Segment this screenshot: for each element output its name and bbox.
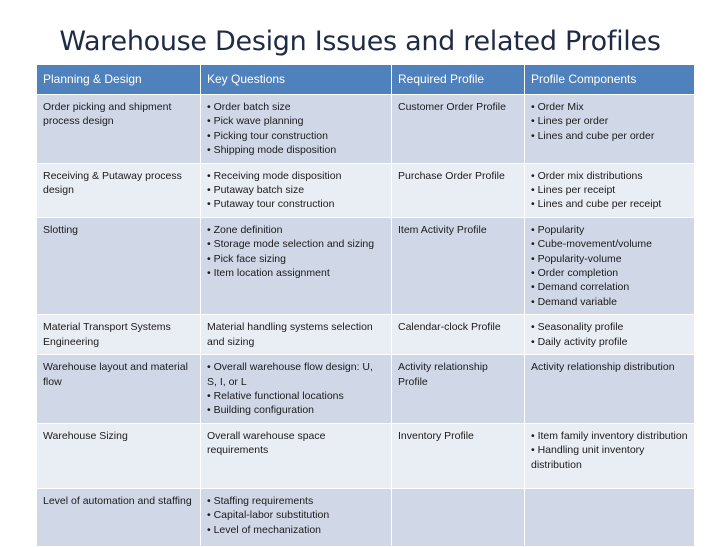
planning-design-cell: Receiving & Putaway process design: [37, 163, 201, 217]
key-questions-cell-line: Material handling systems selection and sizing: [207, 321, 373, 348]
key-questions-cell-line: • Overall warehouse flow design: U, S, I, or L: [207, 361, 373, 388]
key-questions-cell: [201, 95, 392, 164]
table-row: [37, 217, 695, 314]
planning-design-cell: Warehouse Sizing: [37, 423, 201, 488]
key-questions-cell: [201, 355, 392, 424]
key-questions-cell: [201, 315, 392, 355]
key-questions-cell-line: • Staffing requirements: [207, 494, 314, 507]
profile-components-cell-line: • Order mix distributions: [531, 169, 643, 182]
profile-components-cell-line: • Popularity: [531, 223, 585, 236]
key-questions-cell-line: • Pick face sizing: [207, 252, 286, 265]
profile-components-cell-line: • Demand variable: [531, 295, 617, 308]
profile-components-cell: [525, 488, 695, 546]
table-row: [37, 95, 695, 164]
key-questions-cell-line: • Building configuration: [207, 404, 314, 417]
profile-components-cell-line: • Handling unit inventory distribution: [531, 444, 645, 471]
profile-components-cell: [525, 95, 695, 164]
profile-components-cell-line: • Item family inventory distribution: [531, 429, 688, 442]
key-questions-cell-line: • Capital-labor substitution: [207, 509, 330, 522]
profile-components-cell-line: • Seasonality profile: [531, 321, 624, 334]
required-profile-cell: Inventory Profile: [392, 423, 525, 488]
header-planning-design: Planning & Design: [37, 65, 201, 95]
profile-components-cell-line: • Lines per order: [531, 115, 609, 128]
key-questions-cell-line: • Putaway tour construction: [207, 198, 335, 211]
key-questions-cell-line: • Pick wave planning: [207, 115, 304, 128]
profile-components-cell: [525, 217, 695, 314]
required-profile-cell: Calendar-clock Profile: [392, 315, 525, 355]
profile-components-cell-line: • Lines and cube per order: [531, 129, 655, 142]
table-header-row: [37, 65, 695, 95]
key-questions-cell-line: • Picking tour construction: [207, 129, 328, 142]
key-questions-cell-line: • Receiving mode disposition: [207, 169, 342, 182]
profile-components-cell-line: • Demand correlation: [531, 281, 630, 294]
key-questions-cell: [201, 423, 392, 488]
profile-components-cell-line: • Order Mix: [531, 101, 584, 113]
key-questions-cell: [201, 488, 392, 546]
planning-design-cell: Level of automation and staffing: [37, 488, 201, 546]
profile-components-cell-line: • Daily activity profile: [531, 335, 628, 348]
profile-components-cell: [525, 423, 695, 488]
table-row: [37, 355, 695, 424]
planning-design-cell: Warehouse layout and material flow: [37, 355, 201, 424]
profile-components-cell-line: • Cube-movement/volume: [531, 238, 652, 251]
key-questions-cell-line: • Level of mechanization: [207, 523, 321, 536]
key-questions-cell-line: • Putaway batch size: [207, 184, 305, 197]
key-questions-cell-line: • Storage mode selection and sizing: [207, 238, 375, 251]
required-profile-cell: Activity relationship Profile: [392, 355, 525, 424]
required-profile-cell: Item Activity Profile: [392, 217, 525, 314]
table-row: [37, 163, 695, 217]
profiles-table: [36, 64, 695, 547]
profile-components-cell-line: Activity relationship distribution: [531, 361, 675, 374]
profile-components-cell-line: • Order completion: [531, 267, 619, 280]
profile-components-cell: [525, 315, 695, 355]
key-questions-cell: [201, 217, 392, 314]
profile-components-cell: [525, 163, 695, 217]
header-key-questions: Key Questions: [201, 65, 392, 95]
key-questions-cell-line: • Shipping mode disposition: [207, 144, 337, 157]
key-questions-cell-line: • Relative functional locations: [207, 389, 344, 402]
key-questions-cell-line: Overall warehouse space requirements: [207, 429, 326, 457]
key-questions-cell-line: • Item location assignment: [207, 267, 330, 280]
table-row: [37, 423, 695, 488]
slide-title: Warehouse Design Issues and related Profiles: [59, 26, 661, 57]
required-profile-cell: Purchase Order Profile: [392, 163, 525, 217]
required-profile-cell: [392, 488, 525, 546]
planning-design-cell: Order picking and shipment process design: [37, 95, 201, 164]
table-row: [37, 315, 695, 355]
header-profile-components: Profile Components: [525, 65, 695, 95]
key-questions-cell-line: • Order batch size: [207, 101, 291, 113]
planning-design-cell: Slotting: [37, 217, 201, 314]
planning-design-cell: Material Transport Systems Engineering: [37, 315, 201, 355]
profile-components-cell: [525, 355, 695, 424]
key-questions-cell: [201, 163, 392, 217]
profile-components-cell-line: • Popularity-volume: [531, 252, 622, 265]
header-required-profile: Required Profile: [392, 65, 525, 95]
profile-components-cell-line: • Lines per receipt: [531, 184, 616, 197]
profile-components-cell-line: • Lines and cube per receipt: [531, 198, 662, 211]
required-profile-cell: Customer Order Profile: [392, 95, 525, 164]
table-row: [37, 488, 695, 546]
key-questions-cell-line: • Zone definition: [207, 223, 283, 236]
